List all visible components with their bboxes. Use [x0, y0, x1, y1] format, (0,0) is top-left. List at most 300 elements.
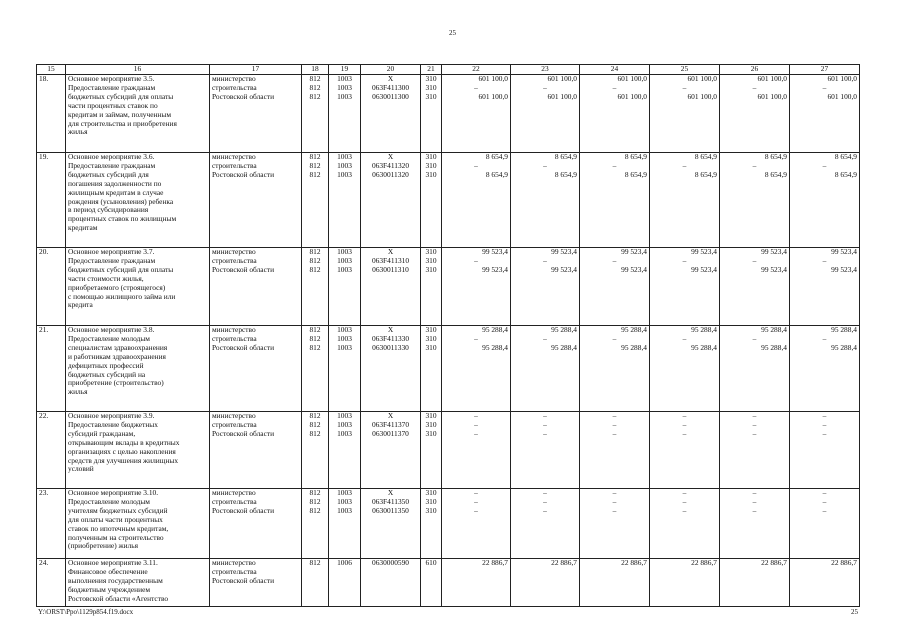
responsible-org — [210, 326, 302, 412]
value-col-23 — [511, 75, 580, 153]
code-grbs — [302, 326, 329, 412]
value: – — [612, 496, 617, 506]
cell-line: 063F411310 — [371, 255, 410, 265]
cell-line: кредитам — [68, 223, 98, 233]
cell-line: 812 — [309, 264, 321, 274]
footer-page-number: 25 — [851, 608, 858, 616]
code-csr — [361, 559, 421, 607]
code-csr — [361, 153, 421, 248]
cell-line: Предоставление гражданам — [68, 160, 156, 170]
cell-line: строительства — [212, 255, 257, 265]
value: – — [543, 333, 547, 343]
cell-line: Основное мероприятие 3.5. — [68, 74, 155, 83]
cell-line: 812 — [309, 558, 321, 567]
cell-line: 610 — [425, 558, 437, 567]
value-col-25 — [650, 153, 720, 248]
value: – — [543, 488, 547, 497]
value: – — [474, 160, 478, 170]
code-vr — [421, 75, 442, 153]
column-header-16: 16 — [66, 65, 210, 75]
cell-line: Финансовое обеспечение — [68, 566, 148, 576]
cell-line: рождения (усыновления) ребенка — [68, 196, 174, 206]
value: – — [474, 255, 478, 265]
cell-line: 812 — [309, 342, 321, 352]
value: – — [682, 160, 687, 170]
cell-line: Предоставление гражданам — [68, 255, 156, 265]
value: – — [612, 255, 617, 265]
cell-line: 1003 — [337, 342, 352, 352]
cell-line: 063F411330 — [371, 333, 410, 343]
code-grbs — [302, 559, 329, 607]
value: – — [682, 255, 687, 265]
cell-line: 812 — [309, 505, 321, 515]
value: 22 886,7 — [761, 558, 787, 567]
value: 22 886,7 — [691, 558, 717, 567]
event-description — [66, 248, 210, 326]
cell-line: 310 — [425, 247, 437, 256]
value: – — [612, 505, 617, 515]
code-grbs — [302, 489, 329, 559]
value: – — [822, 488, 827, 497]
cell-line: Х — [387, 74, 394, 83]
cell-line: 812 — [309, 160, 321, 170]
cell-line: 0630011320 — [372, 169, 409, 179]
value-col-22 — [442, 489, 511, 559]
value: 95 288,4 — [831, 342, 857, 352]
code-rzpr — [329, 489, 361, 559]
row-number: 21. — [37, 326, 66, 412]
cell-line: 310 — [425, 169, 437, 179]
value: – — [682, 82, 687, 92]
cell-line: 812 — [309, 419, 321, 429]
code-csr — [361, 489, 421, 559]
value-col-26 — [720, 75, 790, 153]
value: 601 100,0 — [617, 91, 647, 101]
cell-line: 1003 — [337, 169, 352, 179]
event-description — [66, 75, 210, 153]
code-grbs — [302, 248, 329, 326]
event-description — [66, 559, 210, 607]
value-col-27 — [790, 489, 860, 559]
value-col-23 — [511, 489, 580, 559]
value-col-25 — [650, 489, 720, 559]
cell-line: 0630011350 — [372, 505, 409, 515]
value-col-24 — [580, 326, 650, 412]
code-vr — [421, 326, 442, 412]
value: – — [822, 82, 827, 92]
value-col-27 — [790, 559, 860, 607]
value: – — [543, 496, 547, 506]
cell-line: 310 — [425, 419, 437, 429]
value-col-25 — [650, 559, 720, 607]
value: 22 886,7 — [621, 558, 647, 567]
cell-line: 310 — [425, 325, 437, 334]
code-vr — [421, 559, 442, 607]
cell-line: Ростовской области — [212, 169, 275, 179]
value: 99 523,4 — [691, 247, 717, 256]
cell-line: 310 — [425, 428, 437, 438]
responsible-org — [210, 75, 302, 153]
value: – — [822, 496, 827, 506]
code-grbs — [302, 412, 329, 489]
cell-line: 310 — [425, 505, 437, 515]
value-col-24 — [580, 489, 650, 559]
value: – — [752, 160, 757, 170]
column-header-18: 18 — [302, 65, 329, 75]
cell-line: строительства — [212, 496, 257, 506]
cell-line: министерство — [212, 247, 256, 256]
value-col-26 — [720, 489, 790, 559]
value: 8 654,9 — [554, 152, 577, 161]
column-header-23: 23 — [511, 65, 580, 75]
value-col-25 — [650, 75, 720, 153]
value-col-24 — [580, 412, 650, 489]
code-vr — [421, 153, 442, 248]
cell-line: Ростовской области «Агентство — [68, 593, 169, 603]
value-col-26 — [720, 559, 790, 607]
cell-line: 812 — [309, 325, 321, 334]
row-number: 19. — [37, 153, 66, 248]
cell-line: 310 — [425, 91, 437, 101]
responsible-org — [210, 248, 302, 326]
code-rzpr — [329, 75, 361, 153]
cell-line: 310 — [425, 496, 437, 506]
cell-line: учителям бюджетных субсидий — [68, 505, 168, 515]
column-header-26: 26 — [720, 65, 790, 75]
cell-line: строительства — [212, 419, 257, 429]
value: 22 886,7 — [482, 558, 508, 567]
cell-line: 812 — [309, 82, 321, 92]
value: 95 288,4 — [761, 325, 787, 334]
value-col-22 — [442, 75, 511, 153]
value: 95 288,4 — [831, 325, 857, 334]
cell-line: 812 — [309, 496, 321, 506]
cell-line: ставок по ипотечным кредитам, — [68, 523, 169, 533]
table-row — [37, 248, 860, 326]
responsible-org — [210, 489, 302, 559]
value-col-23 — [511, 559, 580, 607]
cell-line: Предоставление молодым — [68, 333, 150, 343]
code-vr — [421, 489, 442, 559]
value: – — [612, 82, 617, 92]
cell-line: 1003 — [337, 91, 352, 101]
value: 99 523,4 — [551, 264, 577, 274]
value: 99 523,4 — [621, 264, 647, 274]
value: 601 100,0 — [617, 74, 647, 83]
cell-line: Основное мероприятие 3.11. — [68, 558, 158, 567]
value: – — [752, 82, 757, 92]
table-row — [37, 489, 860, 559]
value: 95 288,4 — [691, 325, 717, 334]
cell-line: кредитам и займам, полученным — [68, 109, 172, 119]
cell-line: 812 — [309, 411, 321, 420]
value: – — [474, 496, 478, 506]
cell-line: 812 — [309, 169, 321, 179]
code-csr — [361, 412, 421, 489]
column-header-19: 19 — [329, 65, 361, 75]
value: – — [822, 333, 827, 343]
table-row — [37, 75, 860, 153]
cell-line: организациях с целью накопления — [68, 446, 176, 456]
cell-line: Х — [387, 152, 394, 161]
value: 601 100,0 — [687, 91, 717, 101]
cell-line: 310 — [425, 411, 437, 420]
value: – — [474, 428, 478, 438]
cell-line: строительства — [212, 82, 257, 92]
value: 95 288,4 — [482, 325, 508, 334]
cell-line: процентных ставок по жилищным — [68, 214, 177, 224]
code-rzpr — [329, 326, 361, 412]
cell-line: 1003 — [337, 247, 352, 256]
value: – — [543, 419, 547, 429]
cell-line: Предоставление бюджетных — [68, 419, 158, 429]
cell-line: 1003 — [337, 152, 352, 161]
cell-line: 1006 — [337, 558, 352, 567]
cell-line: Ростовской области — [212, 505, 275, 515]
value: 22 886,7 — [831, 558, 857, 567]
cell-line: Ростовской области — [212, 342, 275, 352]
value: 99 523,4 — [691, 264, 717, 274]
cell-line: 310 — [425, 264, 437, 274]
cell-line: выполнения государственным — [68, 575, 163, 585]
value-col-27 — [790, 75, 860, 153]
table-row — [37, 153, 860, 248]
value: – — [612, 411, 617, 420]
cell-line: Предоставление гражданам — [68, 82, 156, 92]
cell-line: специалистам здравоохранения — [68, 342, 168, 352]
value: – — [682, 488, 687, 497]
value: 601 100,0 — [827, 91, 857, 101]
cell-line: 063F411370 — [371, 419, 410, 429]
value: 8 654,9 — [834, 152, 857, 161]
value-col-22 — [442, 153, 511, 248]
cell-line: 1003 — [337, 264, 352, 274]
value-col-24 — [580, 153, 650, 248]
cell-line: Основное мероприятие 3.7. — [68, 247, 155, 256]
value: – — [752, 488, 757, 497]
cell-line: 0630011300 — [372, 91, 409, 101]
cell-line: части процентных ставок по — [68, 100, 158, 110]
value: – — [474, 488, 478, 497]
value-col-25 — [650, 326, 720, 412]
cell-line: 812 — [309, 333, 321, 343]
value: – — [822, 160, 827, 170]
cell-line: министерство — [212, 488, 256, 497]
code-csr — [361, 248, 421, 326]
value: 99 523,4 — [482, 264, 508, 274]
cell-line: Ростовской области — [212, 264, 275, 274]
cell-line: 1003 — [337, 428, 352, 438]
value: 8 654,9 — [834, 169, 857, 179]
cell-line: бюджетных субсидий для оплаты — [68, 264, 174, 274]
value-col-25 — [650, 412, 720, 489]
cell-line: бюджетных субсидий на — [68, 369, 146, 379]
code-csr — [361, 75, 421, 153]
event-description — [66, 326, 210, 412]
value: – — [543, 411, 547, 420]
value: 95 288,4 — [621, 342, 647, 352]
value: 601 100,0 — [757, 74, 787, 83]
value-col-22 — [442, 326, 511, 412]
cell-line: 063F411350 — [371, 496, 410, 506]
cell-line: 1003 — [337, 82, 352, 92]
value: 601 100,0 — [478, 74, 508, 83]
event-description — [66, 153, 210, 248]
cell-line: Основное мероприятие 3.8. — [68, 325, 155, 334]
cell-line: 812 — [309, 255, 321, 265]
table-row — [37, 412, 860, 489]
table-row — [37, 559, 860, 607]
cell-line: Ростовской области — [212, 91, 275, 101]
footer-file-path: Y:\ORST\Ppo\1129p854.f19.docx — [38, 608, 134, 616]
cell-line: 0630011370 — [372, 428, 409, 438]
responsible-org — [210, 153, 302, 248]
value: 99 523,4 — [761, 264, 787, 274]
value: – — [612, 488, 617, 497]
column-header-24: 24 — [580, 65, 650, 75]
cell-line: для строительства и приобретения — [68, 118, 177, 128]
cell-line: 812 — [309, 74, 321, 83]
cell-line: 1003 — [337, 496, 352, 506]
code-vr — [421, 412, 442, 489]
cell-line: 0630011330 — [372, 342, 409, 352]
row-number: 23. — [37, 489, 66, 559]
value: 99 523,4 — [482, 247, 508, 256]
value: – — [752, 419, 757, 429]
value: 601 100,0 — [827, 74, 857, 83]
cell-line: бюджетных субсидий для — [68, 169, 149, 179]
cell-line: министерство — [212, 558, 256, 567]
code-rzpr — [329, 153, 361, 248]
value-col-27 — [790, 248, 860, 326]
value-col-24 — [580, 75, 650, 153]
cell-line: 0630011310 — [372, 264, 409, 274]
row-number: 20. — [37, 248, 66, 326]
value: – — [822, 411, 827, 420]
cell-line: приобретение (строительство) — [68, 378, 164, 388]
value: 8 654,9 — [694, 169, 717, 179]
column-header-17: 17 — [210, 65, 302, 75]
value-col-22 — [442, 248, 511, 326]
cell-line: условий — [68, 464, 94, 474]
cell-line: строительства — [212, 333, 257, 343]
value: – — [752, 255, 757, 265]
cell-line: кредита — [68, 300, 93, 310]
value: – — [474, 411, 478, 420]
value: – — [682, 496, 687, 506]
value: 8 654,9 — [554, 169, 577, 179]
cell-line: 1003 — [337, 333, 352, 343]
column-header-21: 21 — [421, 65, 442, 75]
value: 601 100,0 — [547, 91, 577, 101]
cell-line: 812 — [309, 488, 321, 497]
value-col-23 — [511, 326, 580, 412]
value: 601 100,0 — [547, 74, 577, 83]
cell-line: жилья — [68, 127, 88, 137]
value: – — [543, 428, 547, 438]
value: – — [682, 411, 687, 420]
value: – — [543, 82, 547, 92]
value: 99 523,4 — [831, 247, 857, 256]
cell-line: полученным на строительство — [68, 532, 164, 542]
value-col-27 — [790, 326, 860, 412]
value: 8 654,9 — [624, 152, 647, 161]
value: – — [474, 82, 478, 92]
cell-line: 1003 — [337, 74, 352, 83]
cell-line: Х — [387, 488, 394, 497]
cell-line: субсидий гражданам, — [68, 428, 136, 438]
row-number: 22. — [37, 412, 66, 489]
value: 95 288,4 — [551, 342, 577, 352]
value: 99 523,4 — [621, 247, 647, 256]
value: – — [543, 255, 547, 265]
code-csr — [361, 326, 421, 412]
value-col-23 — [511, 412, 580, 489]
value: – — [822, 505, 827, 515]
cell-line: для оплаты части процентных — [68, 514, 163, 524]
value: 95 288,4 — [551, 325, 577, 334]
value-col-26 — [720, 248, 790, 326]
value: – — [474, 333, 478, 343]
column-header-25: 25 — [650, 65, 720, 75]
page-number-top: 25 — [449, 29, 456, 37]
value-col-25 — [650, 248, 720, 326]
cell-line: 812 — [309, 152, 321, 161]
code-grbs — [302, 75, 329, 153]
value-col-24 — [580, 559, 650, 607]
cell-line: (приобретение) жилья — [68, 541, 139, 551]
cell-line: Ростовской области — [212, 428, 275, 438]
column-header-27: 27 — [790, 65, 860, 75]
cell-line: Основное мероприятие 3.10. — [68, 488, 159, 497]
cell-line: 0630000590 — [372, 558, 409, 567]
cell-line: бюджетным учреждением — [68, 584, 151, 594]
code-grbs — [302, 153, 329, 248]
cell-line: министерство — [212, 411, 256, 420]
column-header-20: 20 — [361, 65, 421, 75]
responsible-org — [210, 412, 302, 489]
value: 95 288,4 — [761, 342, 787, 352]
cell-line: министерство — [212, 325, 256, 334]
value: – — [612, 419, 617, 429]
cell-line: 063F411300 — [371, 82, 410, 92]
cell-line: Х — [387, 411, 394, 420]
value: – — [752, 428, 757, 438]
value: 601 100,0 — [757, 91, 787, 101]
cell-line: жилищным кредитам в случае — [68, 187, 164, 197]
cell-line: жилья — [68, 387, 88, 397]
cell-line: министерство — [212, 74, 256, 83]
cell-line: 1003 — [337, 325, 352, 334]
cell-line: 310 — [425, 152, 437, 161]
cell-line: Предоставление молодым — [68, 496, 150, 506]
value: – — [543, 160, 547, 170]
cell-line: 1003 — [337, 488, 352, 497]
value: – — [822, 428, 827, 438]
value: – — [752, 333, 757, 343]
header-row — [37, 65, 860, 75]
value: 22 886,7 — [551, 558, 577, 567]
value: 8 654,9 — [485, 152, 508, 161]
value-col-26 — [720, 153, 790, 248]
value: – — [822, 419, 827, 429]
value-col-26 — [720, 326, 790, 412]
cell-line: Ростовской области — [212, 575, 275, 585]
cell-line: 812 — [309, 247, 321, 256]
event-description — [66, 489, 210, 559]
cell-line: 310 — [425, 488, 437, 497]
value: 95 288,4 — [621, 325, 647, 334]
